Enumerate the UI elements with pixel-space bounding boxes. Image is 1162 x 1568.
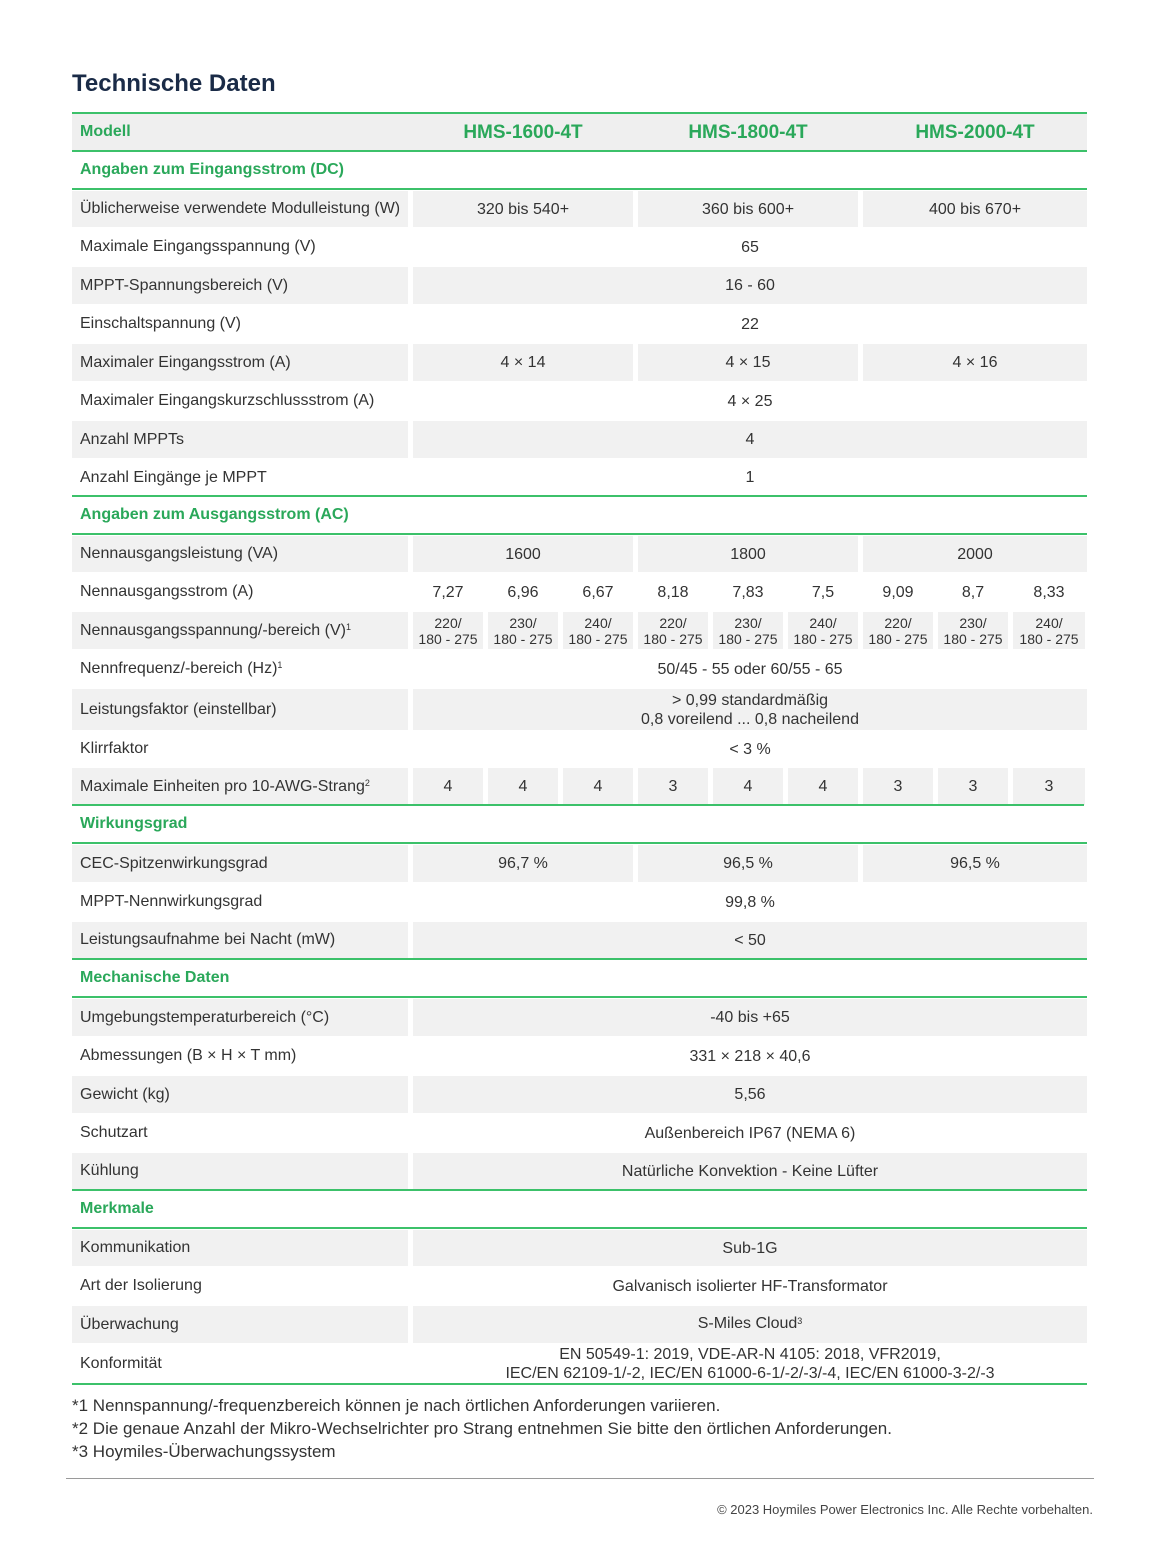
label-text: Nennfrequenz/-bereich (Hz) bbox=[80, 660, 278, 677]
cell-value: 4 bbox=[713, 768, 783, 805]
row-label: Abmessungen (B × H × T mm) bbox=[80, 1047, 297, 1064]
table-row bbox=[72, 574, 1087, 610]
footnote-3: *3 Hoymiles-Überwachungssystem bbox=[72, 1442, 336, 1461]
cell-value: 7,83 bbox=[732, 583, 764, 601]
section-feat bbox=[72, 1191, 1087, 1229]
section-title: Mechanische Daten bbox=[80, 969, 230, 986]
cell-value: 6,96 bbox=[507, 583, 539, 601]
footnote-ref: 3 bbox=[797, 1316, 803, 1326]
table-row bbox=[72, 768, 1087, 805]
cell-value: 7,5 bbox=[811, 583, 835, 601]
cell-value: 96,7 % bbox=[413, 845, 633, 882]
row-label: Maximale Eingangsspannung (V) bbox=[80, 238, 316, 255]
cell-value: 4 bbox=[413, 768, 483, 805]
cell-value: -40 bis +65 bbox=[413, 999, 1087, 1036]
table-row bbox=[72, 344, 1087, 381]
cell-value: 22 bbox=[741, 315, 759, 333]
table-row bbox=[72, 651, 1087, 687]
table-end-divider bbox=[72, 1383, 1087, 1385]
cell-value: > 0,99 standardmäßig 0,8 voreilend ... 0,8 nacheilend bbox=[413, 689, 1087, 730]
table-row bbox=[72, 1230, 1087, 1266]
table-row bbox=[72, 1268, 1087, 1304]
table-row bbox=[72, 999, 1087, 1036]
cell-value: 230/ 180 - 275 bbox=[938, 612, 1008, 649]
table-row bbox=[72, 306, 1087, 342]
row-label: Kühlung bbox=[72, 1153, 408, 1189]
table-row bbox=[72, 421, 1087, 458]
section-title: Wirkungsgrad bbox=[80, 815, 188, 832]
cell-value: 400 bis 670+ bbox=[863, 191, 1087, 227]
table-row bbox=[72, 460, 1087, 497]
footnote-ref: 2 bbox=[364, 777, 370, 788]
cell-value: 9,09 bbox=[882, 583, 914, 601]
cell-value: 50/45 - 55 oder 60/55 - 65 bbox=[657, 660, 843, 678]
cell-value: 16 - 60 bbox=[413, 267, 1087, 304]
row-label: Schutzart bbox=[80, 1124, 148, 1141]
model-1600: HMS-1600-4T bbox=[463, 121, 583, 143]
row-label: Klirrfaktor bbox=[80, 740, 149, 757]
cell-value: 331 × 218 × 40,6 bbox=[689, 1047, 811, 1065]
table-row bbox=[72, 1345, 1087, 1383]
row-label: Anzahl MPPTs bbox=[72, 421, 408, 458]
cell-value: 3 bbox=[1013, 768, 1085, 805]
table-row bbox=[72, 383, 1087, 419]
table-row bbox=[72, 1115, 1087, 1151]
table-row bbox=[72, 732, 1087, 766]
table-row bbox=[72, 1306, 1087, 1343]
cell-value: 240/ 180 - 275 bbox=[1013, 612, 1085, 649]
row-label: Maximaler Eingangsstrom (A) bbox=[72, 344, 408, 381]
cell-value: 99,8 % bbox=[725, 893, 775, 911]
cell-value: 360 bis 600+ bbox=[638, 191, 858, 227]
table-row bbox=[72, 229, 1087, 265]
row-label: Umgebungstemperaturbereich (°C) bbox=[72, 999, 408, 1036]
row-label: Üblicherweise verwendete Modulleistung (W) bbox=[72, 191, 408, 227]
cell-value: 5,56 bbox=[413, 1076, 1087, 1113]
model-1800: HMS-1800-4T bbox=[688, 121, 808, 143]
table-row bbox=[72, 1038, 1087, 1074]
cell-value: 1 bbox=[745, 469, 755, 486]
cell-value: 3 bbox=[938, 768, 1008, 805]
cell-value: 220/ 180 - 275 bbox=[638, 612, 708, 649]
cell-value: 3 bbox=[638, 768, 708, 805]
table-row bbox=[72, 612, 1087, 649]
cell-value: < 3 % bbox=[729, 740, 771, 758]
cell-value: 1600 bbox=[413, 536, 633, 572]
row-label: Anzahl Eingänge je MPPT bbox=[80, 468, 267, 486]
cell-value: EN 50549-1: 2019, VDE-AR-N 4105: 2018, VFR2019, IEC/EN 62109-1/-2, IEC/EN 61000-6-1/-2/-3/-4, IEC/EN 61000-3-2/-3 bbox=[505, 1346, 995, 1382]
row-label bbox=[72, 768, 408, 805]
row-label: MPPT-Nennwirkungsgrad bbox=[80, 893, 263, 910]
cell-value: 230/ 180 - 275 bbox=[713, 612, 783, 649]
cell-value: 320 bis 540+ bbox=[413, 191, 633, 227]
section-title: Angaben zum Eingangsstrom (DC) bbox=[80, 161, 345, 178]
section-mech bbox=[72, 960, 1087, 998]
row-label: Nennausgangsleistung (VA) bbox=[72, 536, 408, 572]
cell-value: 96,5 % bbox=[638, 845, 858, 882]
cell-value: 240/ 180 - 275 bbox=[563, 612, 633, 649]
cell-value: 8,33 bbox=[1033, 583, 1065, 601]
row-label: MPPT-Spannungsbereich (V) bbox=[72, 267, 408, 304]
cell-value: 4 × 25 bbox=[727, 392, 773, 410]
row-label: Gewicht (kg) bbox=[72, 1076, 408, 1113]
cell-value: 7,27 bbox=[432, 583, 464, 601]
footnote-1: *1 Nennspannung/-frequenzbereich können je nach örtlichen Anforderungen variieren. bbox=[72, 1396, 721, 1415]
row-label: Maximaler Eingangskurzschlussstrom (A) bbox=[80, 392, 375, 409]
cell-value: 4 × 14 bbox=[413, 344, 633, 381]
cell-value: Galvanisch isolierter HF-Transformator bbox=[612, 1277, 888, 1295]
table-row bbox=[72, 884, 1087, 920]
table-row bbox=[72, 922, 1087, 960]
table-row bbox=[72, 267, 1087, 304]
cell-value: 65 bbox=[741, 238, 759, 256]
row-label bbox=[72, 612, 408, 649]
row-label: Einschaltspannung (V) bbox=[80, 315, 241, 332]
footnote-ref: 1 bbox=[345, 621, 351, 632]
table-row bbox=[72, 191, 1087, 227]
row-label: Nennausgangsstrom (A) bbox=[80, 583, 254, 600]
table-row bbox=[72, 689, 1087, 730]
cell-value: 8,18 bbox=[657, 583, 689, 601]
footnote-ref: 1 bbox=[277, 660, 283, 670]
cell-value: Natürliche Konvektion - Keine Lüfter bbox=[413, 1153, 1087, 1189]
label-text: Nennausgangsspannung/-bereich (V) bbox=[80, 621, 346, 639]
cell-value: < 50 bbox=[413, 922, 1087, 958]
section-title: Angaben zum Ausgangsstrom (AC) bbox=[80, 506, 349, 523]
row-label: Konformität bbox=[80, 1355, 162, 1372]
table-row bbox=[72, 1153, 1087, 1191]
footer-divider bbox=[66, 1478, 1094, 1479]
cell-value: 6,67 bbox=[582, 583, 614, 601]
cell-value: 2000 bbox=[863, 536, 1087, 572]
table-row bbox=[72, 845, 1087, 882]
cell-value: 4 bbox=[413, 421, 1087, 458]
copyright: © 2023 Hoymiles Power Electronics Inc. Alle Rechte vorbehalten. bbox=[717, 1502, 1093, 1517]
section-eff bbox=[72, 806, 1087, 844]
row-label: Leistungsaufnahme bei Nacht (mW) bbox=[72, 922, 408, 958]
cell-value: 96,5 % bbox=[863, 845, 1087, 882]
cell-value: 4 bbox=[563, 768, 633, 805]
table-row bbox=[72, 1076, 1087, 1113]
page-title: Technische Daten bbox=[72, 70, 276, 97]
cell-value bbox=[413, 1306, 1087, 1343]
cell-value: Außenbereich IP67 (NEMA 6) bbox=[644, 1124, 856, 1142]
cell-value: Sub-1G bbox=[413, 1230, 1087, 1266]
model-2000: HMS-2000-4T bbox=[915, 121, 1035, 143]
cell-value: 4 bbox=[788, 768, 858, 805]
section-ac bbox=[72, 497, 1087, 535]
footnote-2: *2 Die genaue Anzahl der Mikro-Wechselrichter pro Strang entnehmen Sie bitte den örtlichen Anforderungen. bbox=[72, 1419, 892, 1438]
value-text: S-Miles Cloud bbox=[697, 1315, 798, 1332]
cell-value: 8,7 bbox=[961, 583, 985, 601]
row-label bbox=[72, 651, 408, 687]
table-row bbox=[72, 536, 1087, 572]
section-dc bbox=[72, 152, 1087, 190]
cell-value: 4 × 16 bbox=[863, 344, 1087, 381]
table-header bbox=[72, 112, 1087, 152]
cell-value: 3 bbox=[863, 768, 933, 805]
footnotes bbox=[72, 1394, 892, 1463]
row-label: Art der Isolierung bbox=[80, 1277, 202, 1294]
cell-value: 4 bbox=[488, 768, 558, 805]
section-title: Merkmale bbox=[80, 1200, 154, 1217]
cell-value: 220/ 180 - 275 bbox=[413, 612, 483, 649]
cell-value: 240/ 180 - 275 bbox=[788, 612, 858, 649]
cell-value: 1800 bbox=[638, 536, 858, 572]
row-label: CEC-Spitzenwirkungsgrad bbox=[72, 845, 408, 882]
cell-value: 220/ 180 - 275 bbox=[863, 612, 933, 649]
model-label: Modell bbox=[80, 123, 131, 140]
row-label: Leistungsfaktor (einstellbar) bbox=[72, 689, 408, 730]
row-label: Kommunikation bbox=[72, 1230, 408, 1266]
row-label: Überwachung bbox=[72, 1306, 408, 1343]
cell-value: 230/ 180 - 275 bbox=[488, 612, 558, 649]
cell-value: 4 × 15 bbox=[638, 344, 858, 381]
label-text: Maximale Einheiten pro 10-AWG-Strang bbox=[80, 777, 365, 795]
